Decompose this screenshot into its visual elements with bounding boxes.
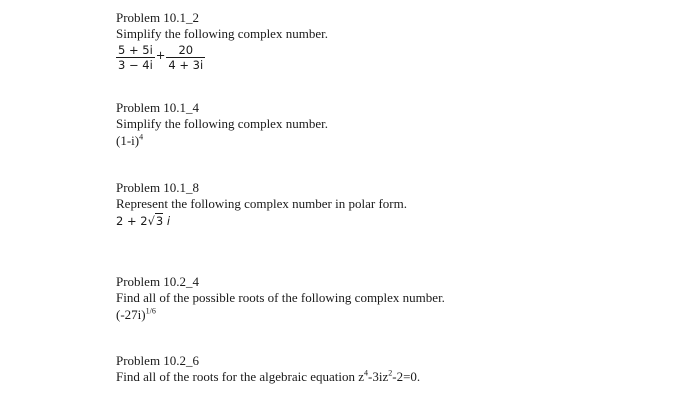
problem-10-1-4 bbox=[116, 100, 328, 149]
fraction-1-numerator: 5 + 5i bbox=[118, 43, 153, 57]
exponent-4: 4 bbox=[364, 368, 369, 378]
fraction-2 bbox=[166, 43, 205, 72]
problem-instruction: Find all of the possible roots of the following complex number. bbox=[116, 290, 445, 305]
fraction-1 bbox=[116, 43, 155, 72]
expression-base: (-27i) bbox=[116, 307, 146, 322]
fraction-2-denominator: 4 + 3i bbox=[168, 58, 204, 72]
problem-instruction bbox=[116, 369, 420, 385]
problem-10-2-4 bbox=[116, 274, 445, 323]
fraction-2-numerator: 20 bbox=[166, 43, 205, 58]
instruction-prefix: Find all of the roots for the algebraic equation z bbox=[116, 369, 365, 384]
expression-exponent: 4 bbox=[139, 132, 144, 142]
complex-expression bbox=[116, 43, 328, 72]
problem-10-1-8 bbox=[116, 180, 407, 229]
problem-10-1-2 bbox=[116, 10, 328, 72]
exponent-2: 2 bbox=[388, 368, 393, 378]
problem-title: Problem 10.1_2 bbox=[116, 10, 200, 25]
expression-prefix: 2 + 2√ bbox=[116, 214, 155, 228]
power-expression bbox=[116, 133, 328, 149]
fraction-1-denominator: 3 − 4i bbox=[118, 58, 153, 72]
problem-title: Problem 10.1_8 bbox=[116, 180, 200, 195]
root-expression bbox=[116, 307, 445, 323]
expression-exponent: 1/6 bbox=[145, 306, 156, 316]
instruction-suffix: -2=0. bbox=[392, 369, 421, 384]
problem-10-2-6 bbox=[116, 353, 420, 385]
problem-title: Problem 10.1_4 bbox=[116, 100, 200, 115]
complex-number-expression bbox=[116, 213, 407, 229]
expression-suffix: i bbox=[163, 214, 171, 228]
problem-title: Problem 10.2_6 bbox=[116, 353, 200, 368]
problem-title: Problem 10.2_4 bbox=[116, 274, 200, 289]
plus-operator: + bbox=[155, 47, 166, 62]
problem-instruction: Simplify the following complex number. bbox=[116, 116, 328, 131]
instruction-mid: -3iz bbox=[368, 369, 389, 384]
problem-instruction: Simplify the following complex number. bbox=[116, 26, 328, 41]
radicand: 3 bbox=[155, 214, 164, 228]
expression-base: (1-i) bbox=[116, 133, 140, 148]
problem-instruction: Represent the following complex number in polar form. bbox=[116, 196, 407, 211]
